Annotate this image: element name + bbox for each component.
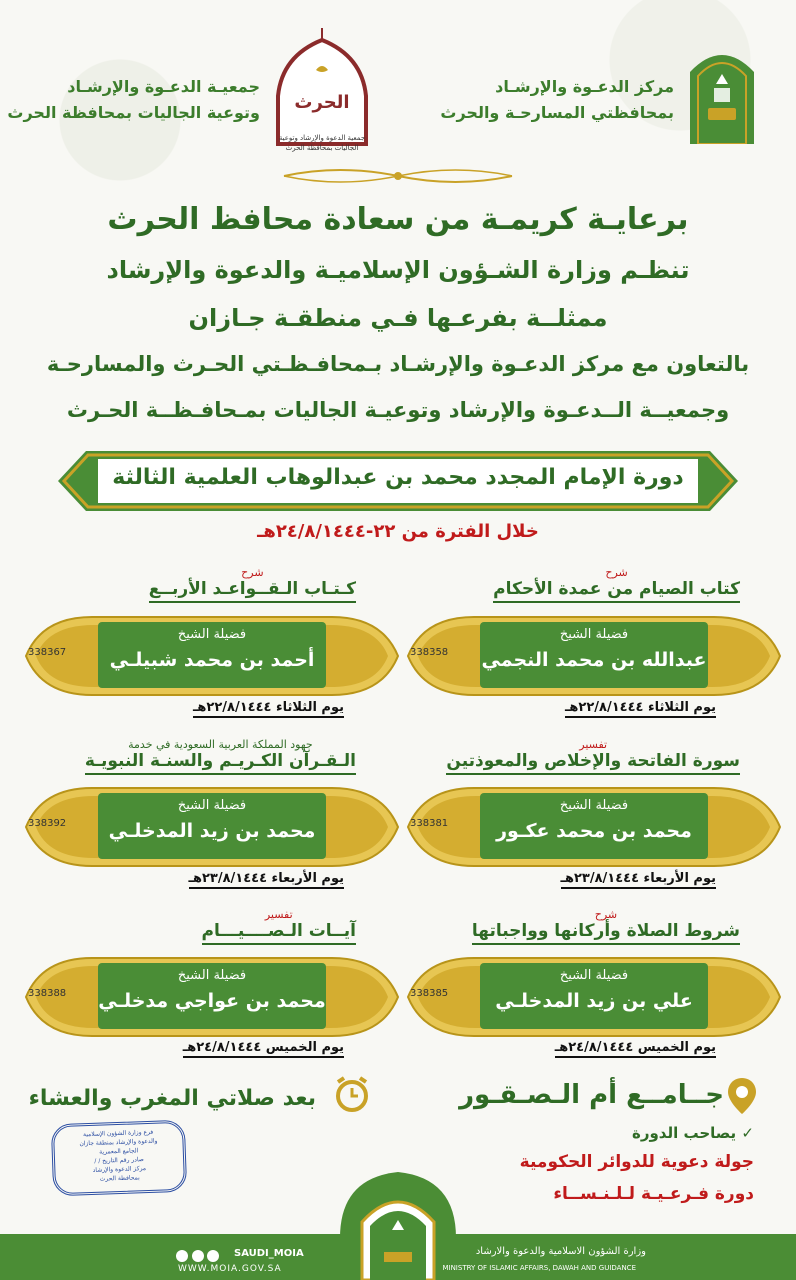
stamp-line3: الجامع المعمرية (99, 1147, 139, 1156)
center-logo (272, 26, 372, 162)
social-icons (176, 1250, 219, 1265)
left-org-name (7, 74, 260, 126)
center-logo-caption2: الجاليات بمحافظة الحرث (285, 144, 359, 152)
left-org-line1: جمعيـة الدعـوة والإرشـاد (67, 77, 260, 96)
lesson-2-header (149, 566, 356, 603)
ministry-name-en: MINISTRY OF ISLAMIC AFFAIRS, DAWAH AND GUIDANCE (442, 1264, 636, 1272)
lesson-5-card (404, 954, 784, 1040)
lesson-3-book: سورة الفاتحة والإخلاص والمعوذتين (446, 751, 740, 775)
lesson-4-header (85, 738, 356, 775)
lesson-4-name: محمد بن زيد المدخلـي (108, 820, 316, 842)
left-org-line2: وتوعية الجاليات بمحافظة الحرث (7, 103, 260, 122)
lesson-4-card (22, 784, 402, 870)
lesson-6-name: محمد بن عواجي مدخلـي (98, 990, 326, 1012)
website-url[interactable]: WWW.MOIA.GOV.SA (178, 1264, 282, 1274)
lesson-5-type: شرح (594, 908, 618, 921)
lesson-3-card (404, 784, 784, 870)
lesson-1-honor: فضيلة الشيخ (559, 627, 629, 642)
title-line-4: بالتعاون مع مركز الدعـوة والإرشـاد بـمحافـظـتي الحـرث والمسارحـة (46, 352, 750, 376)
extra-heading-text: يصاحب الدورة (631, 1124, 737, 1142)
lesson-3-code: 338381 (410, 818, 449, 829)
right-org-line1: مركز الدعـوة والإرشـاد (495, 77, 674, 96)
lesson-2-honor: فضيلة الشيخ (177, 627, 247, 642)
lesson-3-type: تفسير (579, 738, 608, 751)
official-stamp (51, 1120, 187, 1197)
stamp-line4: صادر رقم التاريخ / / (94, 1156, 144, 1165)
alarm-clock-icon (332, 1074, 372, 1114)
ministry-emblem-icon (684, 44, 760, 144)
lesson-3-header (446, 738, 740, 775)
lesson-1-type: شرح (605, 566, 628, 579)
extra-heading (632, 1124, 754, 1142)
lesson-4-code: 338392 (28, 818, 67, 829)
ministry-name-ar: وزارة الشؤون الاسلامية والدعوة والارشاد (475, 1246, 646, 1257)
lesson-6-book: آيــات الـصــــيـــام (202, 921, 356, 945)
snapchat-icon[interactable] (176, 1250, 188, 1262)
lesson-6-code: 338388 (28, 988, 67, 999)
title-line-3: ممثلــة بفرعـها فـي منطقـة جـازان (188, 304, 608, 332)
lesson-1-code: 338358 (410, 647, 449, 658)
twitter-icon[interactable] (192, 1250, 204, 1262)
facebook-icon[interactable] (207, 1250, 219, 1262)
lesson-3-honor: فضيلة الشيخ (559, 798, 629, 813)
lesson-6-card (22, 954, 402, 1040)
course-title: دورة الإمام المجدد محمد بن عبدالوهاب العلمية الثالثة (112, 465, 684, 490)
lesson-3-date: يوم الأربعاء ٢٣/٨/١٤٤٤هـ (561, 871, 717, 889)
lesson-6-honor: فضيلة الشيخ (177, 968, 247, 983)
title-line-2: تنظـم وزارة الشـؤون الإسلاميـة والدعوة والإرشاد (106, 256, 690, 284)
lesson-1-card (404, 613, 784, 699)
lesson-5-header (472, 908, 740, 945)
title-line-5: وجمعيــة الــدعـوة والإرشاد وتوعيـة الجاليات بمـحافـظــة الحـرث (66, 398, 730, 422)
lesson-2-card (22, 613, 402, 699)
lesson-4-type: جهود المملكة العربية السعودية في خدمة (128, 738, 313, 751)
course-banner (58, 451, 738, 511)
lesson-2-book: كـتـاب الـقــواعـد الأربــع (149, 579, 356, 603)
stamp-line6: بمحافظة الحرث (99, 1174, 140, 1183)
lesson-5-honor: فضيلة الشيخ (559, 968, 629, 983)
stamp-line2: والدعوة والإرشاد بمنطقة جازان (79, 1137, 158, 1148)
center-logo-caption1: جمعية الدعوة والإرشاد وتوعية (278, 134, 366, 142)
lesson-5-name: علي بن زيد المدخلـي (495, 990, 693, 1012)
center-logo-word: الحرث (294, 92, 350, 113)
right-org-line2: بمحافظتي المسارحـة والحرث (440, 103, 674, 122)
right-org-name (440, 74, 674, 126)
location-pin-icon (726, 1076, 758, 1116)
lesson-2-type: شرح (241, 566, 264, 579)
lesson-5-book: شروط الصلاة وأركانها وواجباتها (472, 921, 740, 945)
extra-item-2: دورة فـرعـيـة لـلـنـســاء (553, 1184, 754, 1204)
course-period: خلال الفترة من ٢٢-٢٤/٨/١٤٤٤هـ (257, 521, 539, 542)
lesson-5-code: 338385 (410, 988, 449, 999)
lesson-5-date: يوم الخميس ٢٤/٨/١٤٤٤هـ (555, 1040, 716, 1058)
title-line-1: برعايـة كريمـة من سعادة محافظ الحرث (107, 202, 689, 237)
lesson-3-name: محمد بن محمد عكـور (496, 820, 692, 842)
stamp-line1: فرع وزارة الشؤون الإسلامية (82, 1128, 154, 1139)
lesson-1-name: عبدالله بن محمد النجمي (481, 649, 707, 671)
mosque-name: جــامــع أم الـصـقـور (459, 1080, 724, 1110)
ministry-logo (684, 44, 760, 144)
lesson-4-date: يوم الأربعاء ٢٣/٨/١٤٤٤هـ (189, 871, 345, 889)
social-handle: SAUDI_MOIA (234, 1248, 304, 1259)
lesson-1-book: كتاب الصيام من عمدة الأحكام (493, 579, 740, 603)
lesson-4-book: الـقـرآن الكـريـم والسنـة النبويـة (85, 751, 356, 775)
lesson-2-date: يوم الثلاثاء ٢٢/٨/١٤٤٤هـ (193, 700, 344, 718)
lesson-6-date: يوم الخميس ٢٤/٨/١٤٤٤هـ (183, 1040, 344, 1058)
lesson-2-code: 338367 (28, 647, 67, 658)
lesson-4-honor: فضيلة الشيخ (177, 798, 247, 813)
lesson-2-name: أحمد بن محمد شبيلـي (109, 649, 315, 671)
prayer-time: بعد صلاتي المغرب والعشاء (28, 1086, 316, 1111)
lesson-6-type: تفسير (264, 908, 293, 921)
extra-item-1: جولة دعوية للدوائر الحكومية (519, 1152, 754, 1172)
lesson-1-header (493, 566, 740, 603)
stamp-line5: مركز الدعوة والإرشاد (92, 1165, 147, 1174)
footer-emblem-icon (340, 1168, 456, 1280)
ornament-divider-icon (280, 164, 516, 188)
lesson-6-header (202, 908, 356, 945)
checkmark-icon: ✓ (741, 1124, 754, 1142)
lesson-1-date: يوم الثلاثاء ٢٢/٨/١٤٤٤هـ (565, 700, 716, 718)
